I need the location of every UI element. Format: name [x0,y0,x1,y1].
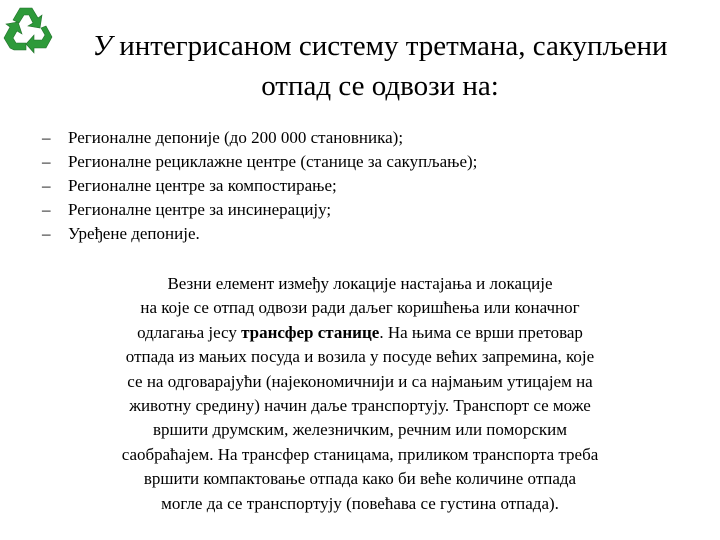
bullet-dash: – [42,200,51,219]
title-first-letter: У [92,30,112,62]
paragraph-line: на које се отпад одвози ради даљег коришћења или коначног [140,298,580,318]
title-line2: отпад се одвози на: [261,70,499,102]
bullet-dash: – [42,224,51,243]
list-item [42,222,702,246]
list-item [42,126,702,150]
paragraph-line [62,321,658,345]
list-item-text: Регионалне центре за инсинерацију; [68,200,332,219]
transfer-station-term: трансфер станице [241,322,380,342]
list-item [42,150,702,174]
destination-list [42,126,702,246]
paragraph-line: вршити компактовање отпада како би веће количине отпада [143,469,577,489]
bullet-dash: – [42,176,51,195]
paragraph-line: могле да се транспортују (повећава се густина отпада). [161,493,559,513]
list-item-text: Регионалне рециклажне центре (станице за сакупљање); [68,152,478,171]
paragraph-text: одлагања јесу [137,322,242,342]
list-item [42,198,702,222]
list-item-text: Регионалне депоније (до 200 000 становника); [68,128,404,147]
paragraph-line: Везни елемент између локације настајања и локације [167,274,553,293]
paragraph-line: животну средину) начин даље транспортују. Транспорт се може [129,396,591,416]
paragraph-text: . На њима се врши претовар [379,322,583,342]
paragraph-line: вршити друмским, железничким, речним или поморским [153,420,567,440]
title-line1: интегрисаном систему третмана, сакупљени [111,30,668,62]
paragraph-line: саобраћајем. На трансфер станицама, приликом транспорта треба [121,444,599,464]
paragraph-line: отпада из мањих посуда и возила у посуде већих запремина, које [125,347,595,367]
transfer-station-paragraph [62,272,658,516]
list-item-text: Уређене депоније. [68,224,200,243]
paragraph-line: се на одговарајући (најекономичнији и са најмањим утицајем на [127,371,593,391]
slide-title [40,26,720,106]
list-item [42,174,702,198]
bullet-dash: – [42,152,51,171]
list-item-text: Регионалне центре за компостирање; [68,176,337,195]
bullet-dash: – [42,128,51,147]
